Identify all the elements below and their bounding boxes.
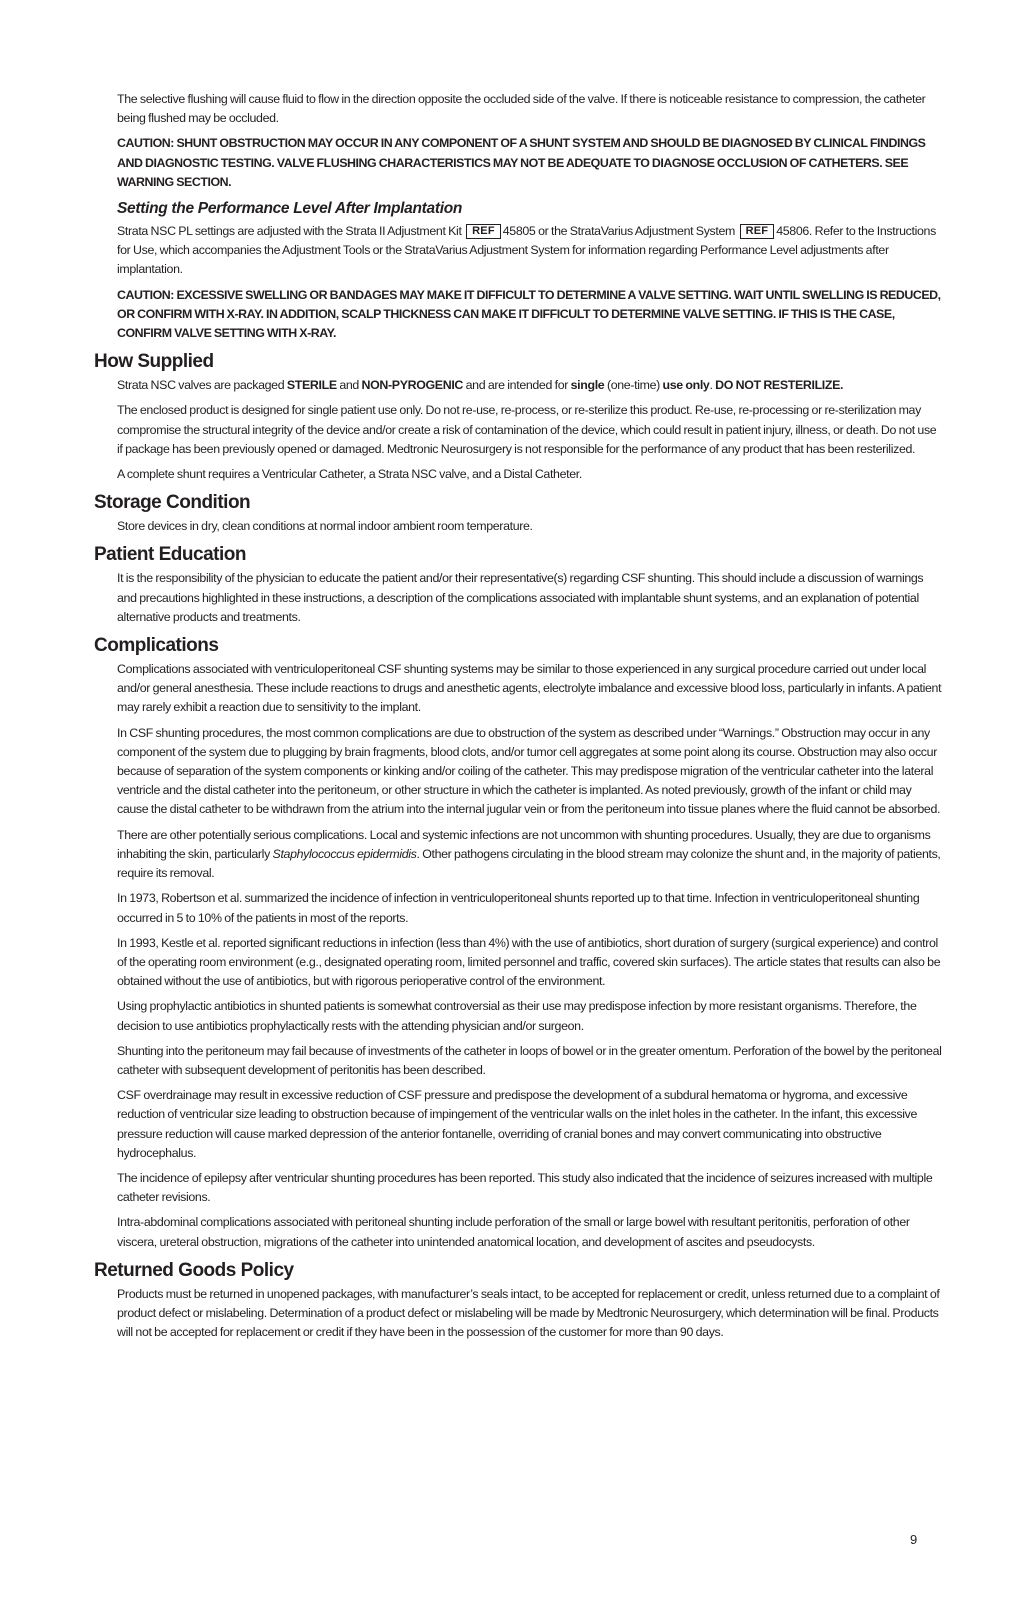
complications-paragraph: Using prophylactic antibiotics in shunted patients is somewhat controversial as their use may predispose infection by more resistant organisms. Therefore, the decision to use antibiotics prophylactically rests with the attending physician and/or surgeon. xyxy=(117,999,917,1033)
storage-paragraph: Store devices in dry, clean conditions at normal indoor ambient room temperature. xyxy=(117,519,533,534)
intro-block xyxy=(117,90,942,343)
complications-paragraph: CSF overdrainage may result in excessive reduction of CSF pressure and predispose the development of a subdural hematoma or hygroma, and excessive reduction of ventricular size leading to obstruction because of impingement of the ventricular walls on the inlet holes in the catheter. In the infant, this excessive pressure reduction will cause marked depression of the anterior fontanelle, overriding of cranial bones and may convert communicating into obstructive hydrocephalus. xyxy=(117,1088,917,1160)
returned-goods-section xyxy=(117,1285,942,1343)
education-heading: Patient Education xyxy=(94,544,246,566)
performance-heading: Setting the Performance Level After Implantation xyxy=(117,200,463,218)
non-pyrogenic-label: NON-PYROGENIC xyxy=(361,378,464,393)
complications-paragraph: The incidence of epilepsy after ventricular shunting procedures has been reported. This study also indicated that the incidence of seizures increased with multiple catheter revisions. xyxy=(117,1170,933,1205)
packaging-text: and are intended for xyxy=(465,378,569,393)
performance-text-a: Strata NSC PL settings are adjusted with the Strata II Adjustment Kit xyxy=(117,224,462,239)
complications-paragraph xyxy=(117,826,942,884)
how-supplied-section xyxy=(117,376,942,484)
packaging-text: and xyxy=(339,378,359,393)
packaging-paragraph xyxy=(117,376,942,395)
single-label: single xyxy=(570,378,605,393)
sterile-label: STERILE xyxy=(286,378,337,393)
flushing-paragraph: The selective flushing will cause fluid to flow in the direction opposite the occluded side of the valve. If there is noticeable resistance to compression, the catheter being flushed may be occluded. xyxy=(117,92,926,126)
infection-text: . Other pathogens circulating in the blood stream may colonize the shunt and, in the majority of patients, require its removal. xyxy=(117,846,941,881)
do-not-resterilize-label: DO NOT RESTERILIZE. xyxy=(715,378,844,393)
complications-paragraph: Complications associated with ventriculoperitoneal CSF shunting systems may be similar to those experienced in any surgical procedure carried out under local and/or general anesthesia. These include reactions to drugs and anesthetic agents, electrolyte imbalance and excessive blood loss, particularly in infants. A patient may rarely exhibit a reaction due to sensitivity to the implant. xyxy=(117,662,942,715)
storage-heading: Storage Condition xyxy=(94,492,251,514)
document-page xyxy=(94,90,942,1348)
ref-number-1: 45805 xyxy=(502,224,536,239)
ref-symbol: REF xyxy=(466,224,501,239)
page-number: 9 xyxy=(910,1532,918,1547)
obstruction-caution: CAUTION: SHUNT OBSTRUCTION MAY OCCUR IN ANY COMPONENT OF A SHUNT SYSTEM AND SHOULD BE DIAGNOSED BY CLINICAL FINDINGS AND DIAGNOSTIC TESTING. VALVE FLUSHING CHARACTERISTICS MAY NOT BE ADEQUATE TO DIAGNOSE OCCLUSION OF CATHETERS. SEE WARNING SECTION. xyxy=(117,136,926,189)
returned-goods-paragraph: Products must be returned in unopened packages, with manufacturer’s seals intact, to be accepted for replacement or credit, unless returned due to a complaint of product defect or mislabeling. Determination of a product defect or mislabeling will be made by Medtronic Neurosurgery, which determination will be final. Products will not be accepted for replacement or credit if they have been in the possession of the customer for more than 90 days. xyxy=(117,1286,940,1340)
ref-symbol: REF xyxy=(740,224,775,239)
complications-paragraph: In 1993, Kestle et al. reported significant reductions in infection (less than 4%) with the use of antibiotics, short duration of surgery (surgical experience) and control of the operating room environment (e.g., designated operating room, limited personnel and traffic, covered skin surfaces). The article states that results can also be obtained without the use of antibiotics, but with rigorous perioperative control of the environment. xyxy=(117,935,941,989)
use-only-label: use only xyxy=(662,378,710,393)
single-use-paragraph: The enclosed product is designed for single patient use only. Do not re-use, re-process, or re-sterilize this product. Re-use, re-processing or re-sterilization may compromise the structural integrity of the device and/or create a risk of contamination of the device, which could result in patient injury, illness, or death. Do not use if package has been previously opened or damaged. Medtronic Neurosurgery is not responsible for the performance of any product that has been resterilized. xyxy=(117,403,937,456)
performance-text-b: or the StrataVarius Adjustment System xyxy=(538,224,736,239)
complications-paragraph: In CSF shunting procedures, the most common complications are due to obstruction of the system as described under “Warnings.” Obstruction may occur in any component of the system due to plugging by brain fragments, blood clots, and/or tumor cell aggregates at some point along its course. Obstruction may also occur because of separation of the system components or kinking and/or coiling of the catheter. This may predispose migration of the ventricular catheter into the lateral ventricle and the distal catheter into the peritoneum, or other structure in which the catheter is implanted. As noted previously, growth of the infant or child may cause the distal catheter to be withdrawn from the atrium into the internal jugular vein or from the peritoneum into tissue planes where the fluid cannot be absorbed. xyxy=(117,725,941,817)
complete-shunt-paragraph: A complete shunt requires a Ventricular Catheter, a Strata NSC valve, and a Distal Catheter. xyxy=(117,467,582,482)
education-section xyxy=(117,569,942,627)
complications-paragraph: In 1973, Robertson et al. summarized the incidence of infection in ventriculoperitoneal shunts reported up to that time. Infection in ventriculoperitoneal shunting occurred in 5 to 10% of the patients in most of the reports. xyxy=(117,891,920,925)
infection-text: There are other potentially serious complications. Local and systemic infections are not uncommon with shunting procedures. Usually, they are due to organisms inhabiting the skin, particularly xyxy=(117,827,931,861)
packaging-text: . xyxy=(709,378,713,393)
organism-name: Staphylococcus epidermidis xyxy=(272,846,417,861)
complications-paragraph: Intra-abdominal complications associated with peritoneal shunting include perforation of the small or large bowel with resultant peritonitis, perforation of other viscera, ureteral obstruction, migrations of the catheter into unintended anatomical location, and development of ascites and pseudocysts. xyxy=(117,1215,910,1249)
storage-section xyxy=(117,517,942,536)
swelling-caution: CAUTION: EXCESSIVE SWELLING OR BANDAGES MAY MAKE IT DIFFICULT TO DETERMINE A VALVE SETTING. WAIT UNTIL SWELLING IS REDUCED, OR CONFIRM WITH X-RAY. IN ADDITION, SCALP THICKNESS CAN MAKE IT DIFFICULT TO DETERMINE VALVE SETTING. IF THIS IS THE CASE, CONFIRM VALVE SETTING WITH X-RAY. xyxy=(117,287,941,341)
education-paragraph: It is the responsibility of the physician to educate the patient and/or their representative(s) regarding CSF shunting. This should include a discussion of warnings and precautions highlighted in these instructions, a description of the complications associated with implantable shunt systems, and an explanation of potential alternative products and treatments. xyxy=(117,571,924,624)
returned-goods-heading: Returned Goods Policy xyxy=(94,1259,294,1281)
performance-paragraph xyxy=(117,222,942,280)
packaging-text: Strata NSC valves are packaged xyxy=(117,378,285,393)
how-supplied-heading: How Supplied xyxy=(94,351,214,373)
ref-number-2: 45806. xyxy=(776,224,813,239)
packaging-text: (one-time) xyxy=(606,378,660,393)
complications-section xyxy=(117,660,942,1252)
complications-heading: Complications xyxy=(94,635,219,657)
complications-paragraph: Shunting into the peritoneum may fail because of investments of the catheter in loops of bowel or in the greater omentum. Perforation of the bowel by the peritoneal catheter with subsequent development of peritonitis has been described. xyxy=(117,1043,942,1077)
performance-text-c: Refer to the Instructions for Use, which accompanies the Adjustment Tools or the StrataVarius Adjustment System for information regarding Performance Level adjustments after implantation. xyxy=(117,224,936,277)
